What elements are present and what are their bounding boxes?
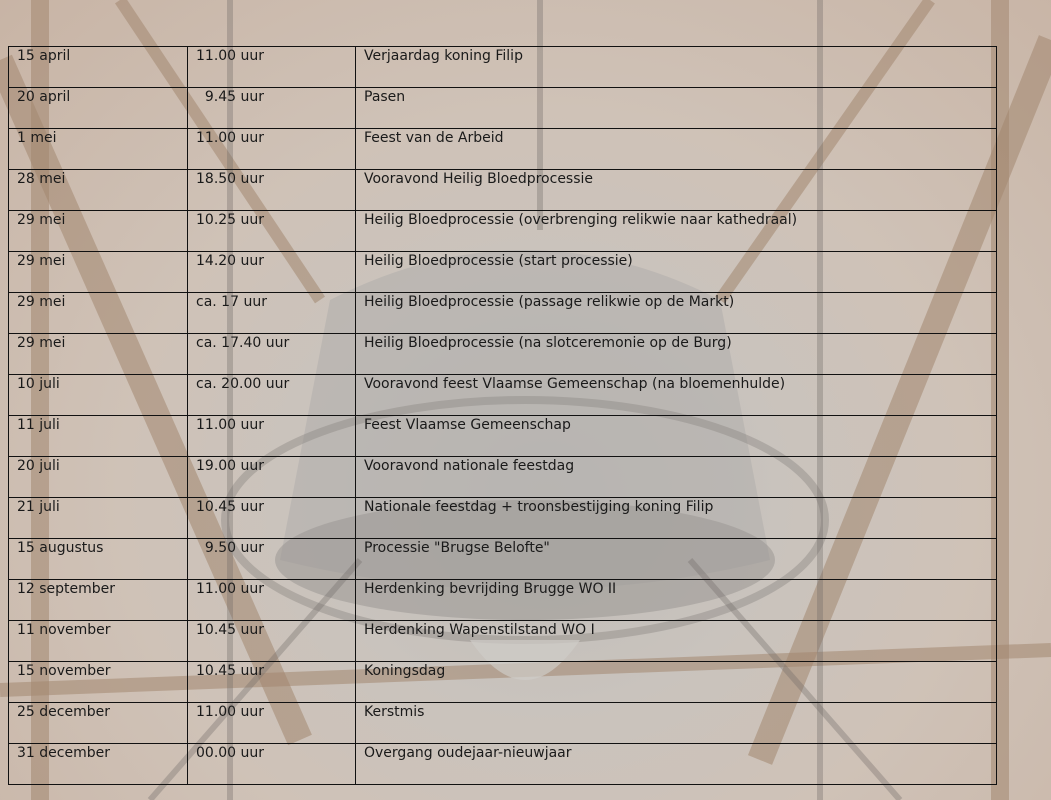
table-row	[9, 129, 997, 170]
table-row	[9, 621, 997, 662]
date-cell: 15 april	[9, 47, 188, 88]
time-cell: 10.45 uur	[188, 662, 356, 703]
date-cell: 28 mei	[9, 170, 188, 211]
time-cell: 00.00 uur	[188, 744, 356, 785]
time-cell: 9.50 uur	[188, 539, 356, 580]
date-cell: 15 augustus	[9, 539, 188, 580]
table-row	[9, 334, 997, 375]
event-cell: Herdenking Wapenstilstand WO I	[356, 621, 997, 662]
date-cell: 20 juli	[9, 457, 188, 498]
table-row	[9, 744, 997, 785]
date-cell: 25 december	[9, 703, 188, 744]
date-cell: 11 juli	[9, 416, 188, 457]
time-cell: 9.45 uur	[188, 88, 356, 129]
event-cell: Verjaardag koning Filip	[356, 47, 997, 88]
time-cell: 11.00 uur	[188, 47, 356, 88]
date-cell: 29 mei	[9, 293, 188, 334]
table-row	[9, 416, 997, 457]
time-cell: ca. 17 uur	[188, 293, 356, 334]
event-cell: Vooravond nationale feestdag	[356, 457, 997, 498]
table-row	[9, 293, 997, 334]
time-cell: 10.25 uur	[188, 211, 356, 252]
time-cell: 11.00 uur	[188, 129, 356, 170]
event-cell: Herdenking bevrijding Brugge WO II	[356, 580, 997, 621]
table-row	[9, 662, 997, 703]
date-cell: 11 november	[9, 621, 188, 662]
date-cell: 10 juli	[9, 375, 188, 416]
table-row	[9, 211, 997, 252]
time-cell: 19.00 uur	[188, 457, 356, 498]
time-cell: 14.20 uur	[188, 252, 356, 293]
event-cell: Heilig Bloedprocessie (passage relikwie op de Markt)	[356, 293, 997, 334]
time-cell: ca. 20.00 uur	[188, 375, 356, 416]
date-cell: 21 juli	[9, 498, 188, 539]
event-cell: Heilig Bloedprocessie (start processie)	[356, 252, 997, 293]
date-cell: 1 mei	[9, 129, 188, 170]
event-cell: Nationale feestdag + troonsbestijging koning Filip	[356, 498, 997, 539]
date-cell: 29 mei	[9, 252, 188, 293]
time-cell: ca. 17.40 uur	[188, 334, 356, 375]
event-cell: Heilig Bloedprocessie (na slotceremonie op de Burg)	[356, 334, 997, 375]
schedule-table	[8, 46, 997, 785]
event-cell: Pasen	[356, 88, 997, 129]
table-row	[9, 252, 997, 293]
time-cell: 11.00 uur	[188, 580, 356, 621]
event-cell: Vooravond Heilig Bloedprocessie	[356, 170, 997, 211]
table-row	[9, 47, 997, 88]
table-row	[9, 539, 997, 580]
time-cell: 11.00 uur	[188, 416, 356, 457]
date-cell: 29 mei	[9, 334, 188, 375]
event-cell: Feest van de Arbeid	[356, 129, 997, 170]
time-cell: 11.00 uur	[188, 703, 356, 744]
table-row	[9, 88, 997, 129]
date-cell: 12 september	[9, 580, 188, 621]
event-cell: Processie "Brugse Belofte"	[356, 539, 997, 580]
event-cell: Overgang oudejaar-nieuwjaar	[356, 744, 997, 785]
date-cell: 31 december	[9, 744, 188, 785]
date-cell: 20 april	[9, 88, 188, 129]
date-cell: 29 mei	[9, 211, 188, 252]
time-cell: 18.50 uur	[188, 170, 356, 211]
event-cell: Heilig Bloedprocessie (overbrenging relikwie naar kathedraal)	[356, 211, 997, 252]
table-row	[9, 457, 997, 498]
table-row	[9, 170, 997, 211]
table-row	[9, 703, 997, 744]
table-row	[9, 580, 997, 621]
table-row	[9, 498, 997, 539]
time-cell: 10.45 uur	[188, 621, 356, 662]
event-cell: Koningsdag	[356, 662, 997, 703]
event-cell: Feest Vlaamse Gemeenschap	[356, 416, 997, 457]
event-cell: Kerstmis	[356, 703, 997, 744]
time-cell: 10.45 uur	[188, 498, 356, 539]
date-cell: 15 november	[9, 662, 188, 703]
table-row	[9, 375, 997, 416]
event-cell: Vooravond feest Vlaamse Gemeenschap (na bloemenhulde)	[356, 375, 997, 416]
